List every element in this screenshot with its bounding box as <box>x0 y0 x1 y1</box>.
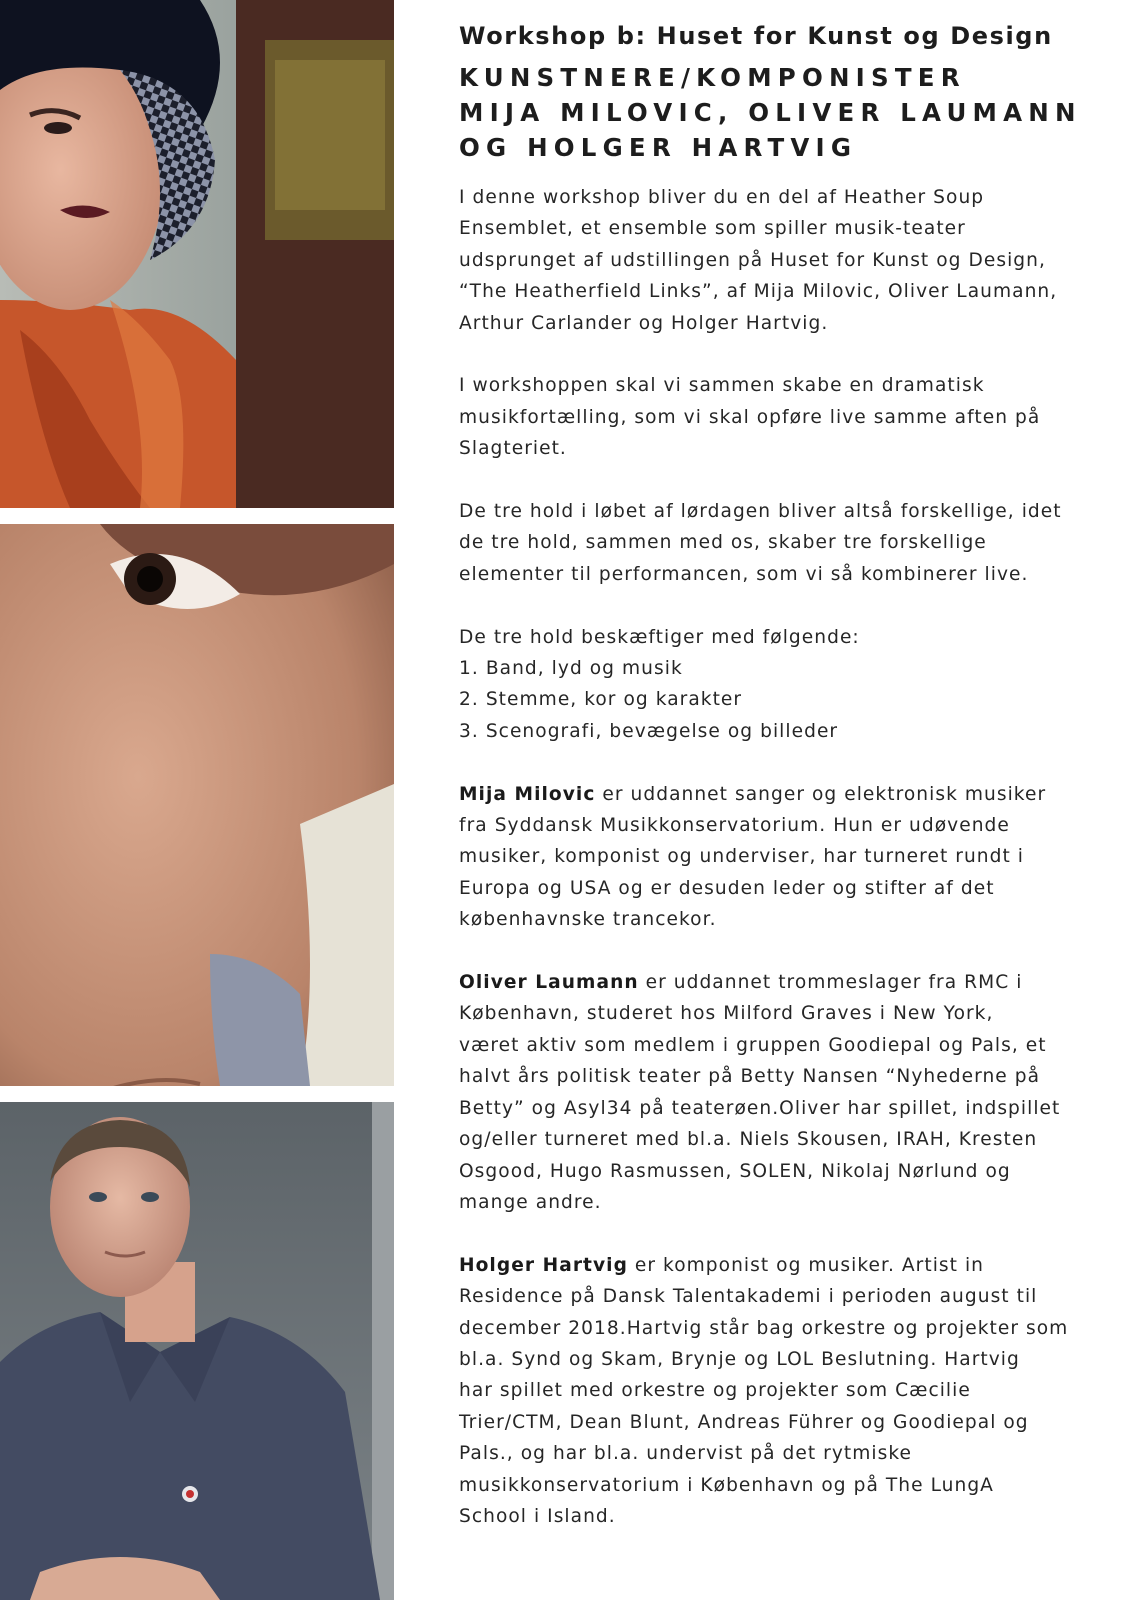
text-line: har spillet med orkestre og projekter som Cæcilie <box>459 1380 971 1402</box>
text-line: Ensemblet, et ensemble som spiller musik-teater <box>459 218 966 240</box>
text-line: Betty” og Asyl34 på teaterøen.Oliver har spillet, indspillet <box>459 1097 1061 1119</box>
text-line: københavnske trancekor. <box>459 909 717 931</box>
bio-name: Holger Hartvig <box>459 1254 628 1276</box>
intro-paragraph <box>459 182 1099 339</box>
text-line: Arthur Carlander og Holger Hartvig. <box>459 312 829 334</box>
tasks-intro: De tre hold beskæftiger med følgende: <box>459 626 860 648</box>
list-label: Stemme, kor og karakter <box>485 689 743 711</box>
text-line: School i Island. <box>459 1505 616 1527</box>
text-line: elementer til performancen, som vi så kombinerer live. <box>459 563 1029 585</box>
list-number: 3. <box>459 720 479 742</box>
text-line: været aktiv som medlem i gruppen Goodiepal og Pals, et <box>459 1034 1047 1056</box>
photo-woman-with-hat <box>0 0 394 508</box>
subtitle-line: OG HOLGER HARTVIG <box>459 133 858 162</box>
tasks-list <box>459 653 1099 747</box>
text-line: Europa og USA og er desuden leder og stifter af det <box>459 877 995 899</box>
text-line: I workshoppen skal vi sammen skabe en dramatisk <box>459 375 985 397</box>
teams-paragraph <box>459 496 1099 590</box>
text-line: musiker, komponist og underviser, har turneret rundt i <box>459 846 1024 868</box>
text-line: musikfortælling, som vi skal opføre live samme aften på <box>459 406 1041 428</box>
text-line: halvt års politisk teater på Betty Nansen “Nyhederne på <box>459 1066 1041 1088</box>
text-line: Slagteriet. <box>459 438 567 460</box>
text-line: musikkonservatorium i København og på The LungA <box>459 1474 994 1496</box>
list-label: Scenografi, bevægelse og billeder <box>485 720 839 742</box>
list-number: 1. <box>459 658 479 680</box>
text-line: København, studeret hos Milford Graves i New York, <box>459 1003 994 1025</box>
text-line: “The Heatherfield Links”, af Mija Milovic, Oliver Laumann, <box>459 281 1058 303</box>
subtitle <box>459 60 1099 165</box>
text-line: mange andre. <box>459 1191 602 1213</box>
bio-holger <box>459 1250 1099 1533</box>
text-line <box>459 967 1099 998</box>
text-line <box>459 1250 1099 1281</box>
text-line: Pals., og har bl.a. undervist på det rytmiske <box>459 1443 913 1465</box>
text-line: december 2018.Hartvig står bag orkestre og projekter som <box>459 1317 1069 1339</box>
text-line: I denne workshop bliver du en del af Heather Soup <box>459 187 985 208</box>
list-label: Band, lyd og musik <box>485 658 683 680</box>
list-item <box>459 716 1099 747</box>
subtitle-line: KUNSTNERE/KOMPONISTER <box>459 63 966 92</box>
text-line: udsprunget af udstillingen på Huset for Kunst og Design, <box>459 249 1046 271</box>
bio-mija <box>459 779 1099 936</box>
text-line <box>459 779 1099 810</box>
text-line: bl.a. Synd og Skam, Brynje og LOL Beslutning. Hartvig <box>459 1348 1020 1370</box>
bio-name: Oliver Laumann <box>459 972 639 994</box>
bio-text: er uddannet sanger og elektronisk musiker <box>595 783 1047 805</box>
list-item <box>459 653 1099 684</box>
text-line: fra Syddansk Musikkonservatorium. Hun er udøvende <box>459 815 1010 837</box>
text-line: og/eller turneret med bl.a. Niels Skousen, IRAH, Kresten <box>459 1129 1038 1151</box>
bio-text: er uddannet trommeslager fra RMC i <box>638 972 1023 994</box>
list-number: 2. <box>459 689 479 711</box>
body-text <box>459 182 1099 1532</box>
list-item <box>459 684 1099 715</box>
photo-man-portrait <box>0 1102 394 1600</box>
workshop-paragraph <box>459 370 1099 464</box>
photo-face-closeup <box>0 524 394 1086</box>
article <box>459 22 1099 1564</box>
text-line: Residence på Dansk Talentakademi i perioden august til <box>459 1286 1038 1308</box>
text-line: Osgood, Hugo Rasmussen, SOLEN, Nikolaj Nørlund og <box>459 1160 1011 1182</box>
text-line: De tre hold i løbet af lørdagen bliver altså forskellige, idet <box>459 501 1062 523</box>
text-line: Trier/CTM, Dean Blunt, Andreas Führer og Goodiepal og <box>459 1411 1029 1433</box>
subtitle-line: MIJA MILOVIC, OLIVER LAUMANN <box>459 98 1082 127</box>
bio-oliver <box>459 967 1099 1218</box>
bio-name: Mija Milovic <box>459 783 596 805</box>
text-line: de tre hold, sammen med os, skaber tre forskellige <box>459 532 987 554</box>
bio-text: er komponist og musiker. Artist in <box>627 1254 985 1276</box>
page-title: Workshop b: Huset for Kunst og Design <box>459 22 1053 50</box>
tasks-section <box>459 622 1099 748</box>
